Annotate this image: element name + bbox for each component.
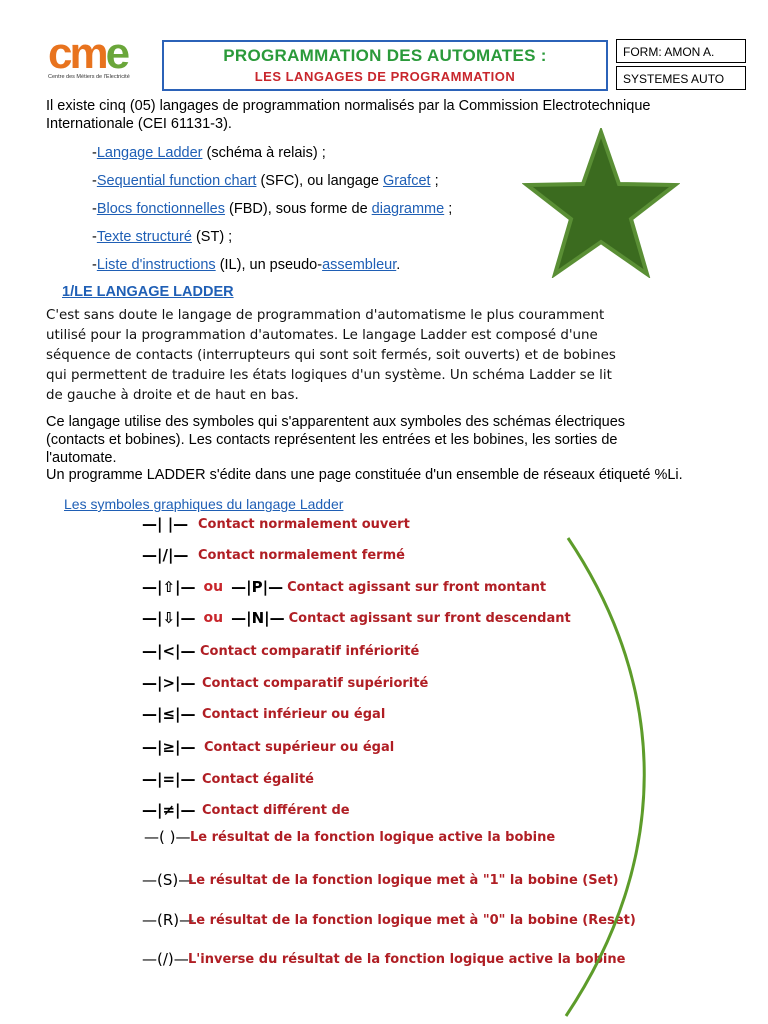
cme-logo <box>48 29 156 86</box>
list-text: (ST) ; <box>191 229 233 245</box>
coil-symbol: —(R)— <box>142 911 195 929</box>
intro-line-2: Internationale (CEI 61131-3). <box>46 116 232 132</box>
list-text: (schéma à relais) ; <box>202 145 326 161</box>
ladder-symbol: —|⇩|— <box>142 609 196 627</box>
ladder-symbol: —|<|— <box>142 642 196 660</box>
list-text: ; <box>430 173 439 189</box>
symbol-row <box>144 828 555 846</box>
symbol-row <box>142 609 571 627</box>
logo-subtitle: Centre des Métiers de l'Electricité <box>48 74 130 80</box>
list-text: (FBD), sous forme de <box>225 201 372 217</box>
symbol-description: Le résultat de la fonction logique active la bobine <box>190 829 556 845</box>
coil-symbol: —(S)— <box>142 871 194 889</box>
ladder-symbol: —|≤|— <box>142 705 196 723</box>
ladder-symbol: —|/|— <box>142 546 189 564</box>
decorative-arc <box>560 530 670 1020</box>
symbol-description: Contact normalement ouvert <box>198 516 410 532</box>
list-text: (IL), un pseudo- <box>215 257 323 273</box>
list-dash: - <box>92 145 97 161</box>
text-line: C'est sans doute le langage de programmation d'automatisme le plus couramment <box>46 308 605 323</box>
paragraph-line: l'automate. <box>46 450 117 466</box>
list-item <box>92 201 452 218</box>
star-shape <box>522 128 680 278</box>
symbol-row <box>142 871 619 889</box>
symbol-description: L'inverse du résultat de la fonction logique active la bobine <box>188 951 626 967</box>
link-sfc[interactable]: Sequential function chart <box>96 173 257 189</box>
ladder-symbol: —|N|— <box>231 609 285 627</box>
symbol-description: Contact supérieur ou égal <box>204 739 395 755</box>
symbol-description: Le résultat de la fonction logique met à "1" la bobine (Set) <box>188 872 619 888</box>
section-label: SYSTEMES AUTO <box>616 66 746 90</box>
page-title: PROGRAMMATION DES AUTOMATES : <box>223 46 547 65</box>
symbols-title[interactable]: Les symboles graphiques du langage Ladder <box>64 496 344 512</box>
paragraph-line: Un programme LADDER s'édite dans une page constituée d'un ensemble de réseaux étiqueté %Li. <box>46 467 683 483</box>
text-line: séquence de contacts (interrupteurs qui sont soit fermés, soit ouverts) et de bobines <box>46 348 616 363</box>
intro-line-1: Il existe cinq (05) langages de programmation normalisés par la Commission Electrotechnique <box>46 98 651 114</box>
list-dash: - <box>92 229 97 245</box>
link-ladder[interactable]: Langage Ladder <box>96 145 203 161</box>
text-line: utilisé pour la programmation d'automates. Le langage Ladder est composé d'une <box>46 328 598 343</box>
list-text: ; <box>444 201 453 217</box>
link-diagramme[interactable]: diagramme <box>371 201 445 217</box>
link-il[interactable]: Liste d'instructions <box>96 257 216 273</box>
ladder-symbol: —|=|— <box>142 770 196 788</box>
ladder-symbol: —|≠|— <box>142 801 196 819</box>
list-item <box>92 145 326 162</box>
scanned-paragraph <box>46 306 646 406</box>
ladder-symbol: —|⇧|— <box>142 578 196 596</box>
paragraph-line: (contacts et bobines). Les contacts représentent les entrées et les bobines, les sorties de <box>46 432 618 448</box>
symbol-row <box>142 642 419 660</box>
or-label: ou <box>203 579 224 595</box>
symbol-description: Contact inférieur ou égal <box>202 706 386 722</box>
symbol-row <box>142 674 428 692</box>
list-item <box>92 173 439 190</box>
title-box <box>162 40 608 91</box>
link-st[interactable]: Texte structuré <box>96 229 192 245</box>
symbol-description: Contact agissant sur front montant <box>287 579 547 595</box>
list-dash: - <box>92 201 97 217</box>
form-author: FORM: AMON A. <box>616 39 746 63</box>
or-label: ou <box>203 610 224 626</box>
coil-symbol: —(/)— <box>142 950 189 968</box>
symbol-row <box>142 515 410 533</box>
symbol-row <box>142 578 546 596</box>
text-line: qui permettent de traduire les états logiques d'un système. Un schéma Ladder se lit <box>46 368 612 383</box>
link-assembleur[interactable]: assembleur <box>322 257 397 273</box>
text-line: de gauche à droite et de haut en bas. <box>46 388 299 403</box>
ladder-symbol: —|≥|— <box>142 738 196 756</box>
link-grafcet[interactable]: Grafcet <box>383 173 431 189</box>
ladder-symbol: —|P|— <box>231 578 284 596</box>
list-text: (SFC), ou langage <box>256 173 383 189</box>
list-dash: - <box>92 173 97 189</box>
symbol-row <box>142 801 350 819</box>
symbol-row <box>142 705 385 723</box>
symbol-description: Contact égalité <box>202 771 314 787</box>
list-item <box>92 257 400 274</box>
symbol-row <box>142 950 625 968</box>
symbol-description: Le résultat de la fonction logique met à "0" la bobine (Reset) <box>188 912 636 928</box>
paragraph-line: Ce langage utilise des symboles qui s'apparentent aux symboles des schémas électriques <box>46 414 626 430</box>
symbol-description: Contact comparatif infériorité <box>200 643 420 659</box>
list-dash: - <box>92 257 97 273</box>
link-fbd[interactable]: Blocs fonctionnelles <box>96 201 226 217</box>
coil-symbol: —( )— <box>144 828 191 846</box>
symbol-description: Contact agissant sur front descendant <box>288 610 571 626</box>
ladder-symbol: —|>|— <box>142 674 196 692</box>
ladder-symbol: —| |— <box>142 515 189 533</box>
logo-mark: cme <box>48 29 128 78</box>
symbol-description: Contact normalement fermé <box>198 547 405 563</box>
section-heading: 1/LE LANGAGE LADDER <box>62 284 234 300</box>
list-text: . <box>396 257 401 273</box>
page-subtitle: LES LANGAGES DE PROGRAMMATION <box>254 69 516 84</box>
symbol-row <box>142 738 394 756</box>
symbol-description: Contact différent de <box>202 802 350 818</box>
symbol-row <box>142 770 314 788</box>
list-item <box>92 229 232 246</box>
symbol-row <box>142 546 405 564</box>
symbol-description: Contact comparatif supériorité <box>202 675 429 691</box>
